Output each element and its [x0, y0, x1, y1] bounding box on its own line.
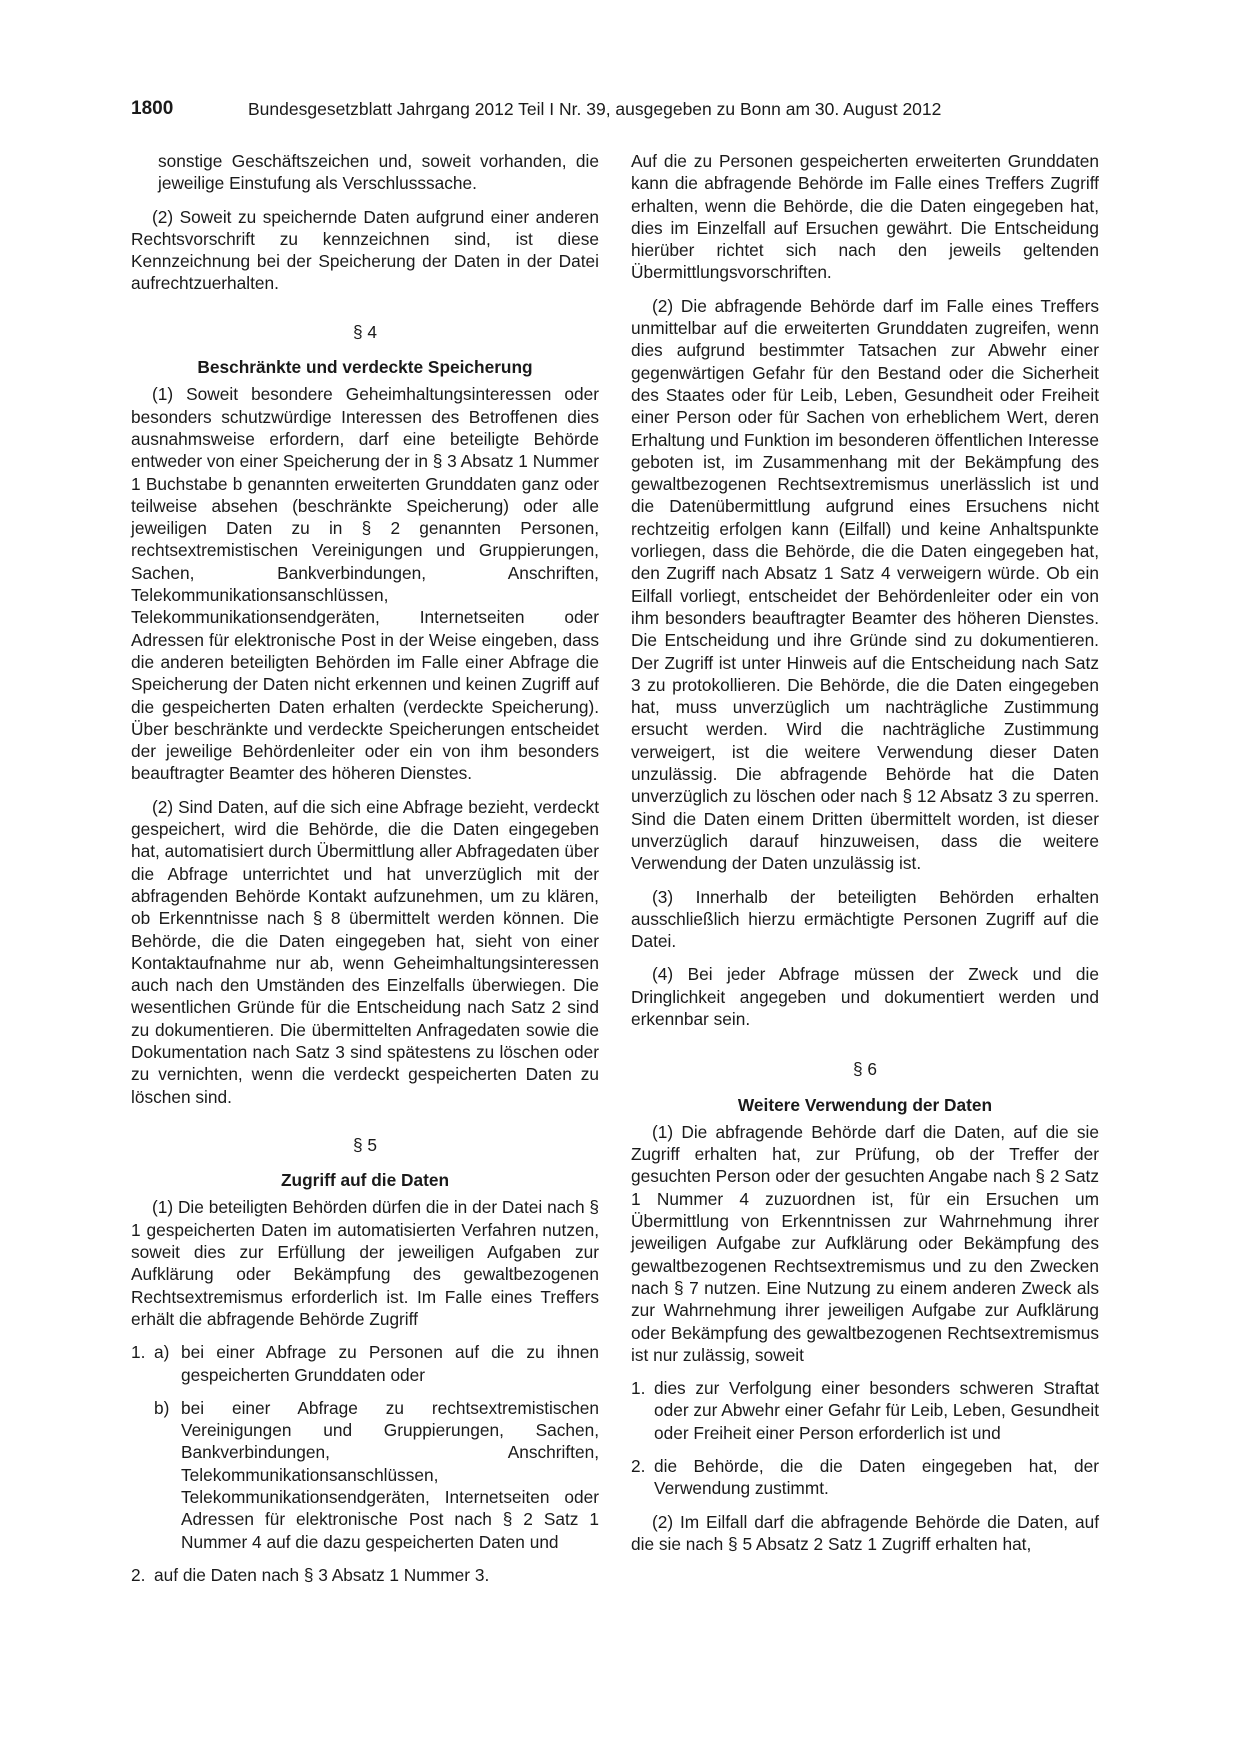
section-5-paragraph-2: (2) Die abfragende Behörde darf im Falle eines Treffers unmittelbar auf die erweiterten Grunddaten zugreifen, wenn dies aufgrund bestimmter Tatsachen zur Abwehr einer gegenwärtigen Gefahr für den Bestand oder die Sicherheit des Staates oder für Leib, Leben, Gesundheit oder Freiheit einer Person oder für Sachen von erheblichem Wert, deren Erhaltung und Funktion im besonderen öffentlichen Interesse geboten ist, im Zusammenhang mit der Bekämpfung des gewaltbezogenen Rechtsextremismus unerlässlich ist und die Datenübermittlung aufgrund eines Ersuchens nicht rechtzeitig erfolgen kann (Eilfall) und keine Anhaltspunkte vorliegen, dass die Behörde, die die Daten eingegeben hat, den Zugriff nach Absatz 1 Satz 4 verweigern würde. Ob ein Eilfall vorliegt, entscheidet der Behördenleiter oder ein von ihm besonders beauftragter Beamter des höheren Dienstes. Die Entscheidung und ihre Gründe sind zu dokumentieren. Der Zugriff ist unter Hinweis auf die Entscheidung nach Satz 3 zu protokollieren. Die Behörde, die die Daten eingegeben hat, muss unverzüglich um nachträgliche Zustimmung ersucht werden. Wird die nachträgliche Zustimmung verweigert, ist die weitere Verwendung dieser Daten unzulässig. Die abfragende Behörde hat die Daten unverzüglich zu löschen oder nach § 12 Absatz 3 zu sperren. Sind die Daten einem Dritten übermittelt worden, ist dieser unverzüglich darauf hinzuweisen, dass die weitere Verwendung der Daten unzulässig ist.	[631, 295, 1099, 874]
section-5-paragraph-3: (3) Innerhalb der beteiligten Behörden erhalten ausschließlich hierzu ermächtigte Personen Zugriff auf die Datei.	[631, 886, 1099, 952]
section-4-paragraph-1: (1) Soweit besondere Geheimhaltungsinteressen oder besonders schutzwürdige Interessen des Betroffenen dies ausnahmsweise erfordern, darf eine beteiligte Behörde entweder von einer Speicherung der in § 3 Absatz 1 Nummer 1 Buchstabe b genannten erweiterten Grunddaten ganz oder teilweise absehen (beschränkte Speicherung) oder alle jeweiligen Daten zu in § 2 genannten Personen, rechtsextremistischen Vereinigungen und Gruppierungen, Sachen, Bankverbindungen, Anschriften, Telekommunikationsanschlüssen, Telekommunikationsendgeräten, Internetseiten oder Adressen für elektronische Post in der Weise eingeben, dass die anderen beteiligten Behörden im Falle einer Abfrage die Speicherung der Daten nicht erkennen und keinen Zugriff auf die gespeicherten Daten erhalten (verdeckte Speicherung). Über beschränkte und verdeckte Speicherungen entscheidet der jeweilige Behördenleiter oder ein von ihm besonders beauftragter Beamter des höheren Dienstes.	[131, 384, 599, 784]
list-item-text: auf die Daten nach § 3 Absatz 1 Nummer 3.	[154, 1564, 490, 1585]
list-item-text: die Behörde, die die Daten eingegeben hat, der Verwendung zustimmt.	[654, 1456, 1099, 1499]
section-6-title: Weitere Verwendung der Daten	[737, 1094, 993, 1115]
list-submarker: a)	[154, 1342, 170, 1363]
section-6-paragraph-1: (1) Die abfragende Behörde darf die Daten, auf die sie Zugriff erhalten hat, zur Prüfung, ob der Treffer der gesuchten Person oder der gesuchten Angabe nach § 2 Satz 1 Nummer 4 zuzuordnen ist, für ein Ersuchen um Übermittlung von Erkenntnissen zur Wahrnehmung ihrer jeweiligen Aufgabe zur Aufklärung oder Bekämpfung des gewaltbezogenen Rechtsextremismus und zu den Zwecken nach § 7 nutzen. Eine Nutzung zu einem anderen Zweck als zur Wahrnehmung ihrer jeweiligen Aufgabe zur Aufklärung oder Bekämpfung des gewaltbezogenen Rechtsextremismus ist nur zulässig, soweit	[631, 1121, 1099, 1365]
list-item-2	[631, 1455, 1099, 1500]
list-marker: 1.	[631, 1378, 646, 1399]
list-item-1a	[131, 1341, 599, 1386]
section-5-paragraph-4: (4) Bei jeder Abfrage müssen der Zweck und die Dringlichkeit angegeben und dokumentiert werden und erkennbar sein.	[631, 964, 1099, 1029]
section-6-paragraph-2: (2) Im Eilfall darf die abfragende Behörde die Daten, auf die sie nach § 5 Absatz 2 Satz 1 Zugriff erhalten hat,	[631, 1511, 1099, 1554]
section-6-number: § 6	[852, 1059, 878, 1080]
section-5-continuation: Auf die zu Personen gespeicherten erweiterten Grunddaten kann die abfragende Behörde im Falle eines Treffers Zugriff erhalten, wenn die Behörde, die die Daten eingegeben hat, dies im Einzelfall auf Ersuchen gewährt. Die Entscheidung hierüber richtet sich nach den jeweils geltenden Übermittlungsvorschriften.	[631, 151, 1099, 283]
list-item-text: bei einer Abfrage zu Personen auf die zu ihnen gespeicherten Grunddaten oder	[181, 1342, 599, 1385]
section-3-paragraph-2: (2) Soweit zu speichernde Daten aufgrund einer anderen Rechtsvorschrift zu kennzeichnen sind, ist diese Kennzeichnung bei der Speicherung der Daten in der Datei aufrechtzuerhalten.	[131, 206, 599, 294]
carry-over-text: sonstige Geschäftszeichen und, soweit vorhanden, die jeweilige Einstufung als Verschlusssache.	[158, 151, 599, 194]
list-marker: 2.	[131, 1564, 146, 1585]
left-column	[131, 150, 599, 1597]
list-marker: 2.	[631, 1456, 646, 1477]
section-5-paragraph-1: (1) Die beteiligten Behörden dürfen die in der Datei nach § 1 gespeicherten Daten im automatisierten Verfahren nutzen, soweit dies zur Erfüllung der jeweiligen Aufgaben zur Aufklärung oder Bekämpfung des gewaltbezogenen Rechtsextremismus erforderlich ist. Im Falle eines Treffers erhält die abfragende Behörde Zugriff	[131, 1197, 599, 1329]
list-marker: 1.	[131, 1342, 146, 1363]
section-4-number: § 4	[352, 321, 378, 342]
section-5-number: § 5	[352, 1134, 378, 1155]
right-column	[631, 150, 1099, 1566]
list-item-2	[131, 1564, 599, 1586]
section-5-title: Zugriff auf die Daten	[280, 1170, 449, 1191]
list-item-text: dies zur Verfolgung einer besonders schweren Straftat oder zur Abwehr einer Gefahr für Leib, Leben, Gesundheit oder Freiheit einer Person erforderlich ist und	[654, 1378, 1099, 1443]
list-submarker: b)	[154, 1397, 170, 1418]
section-4-title: Beschränkte und verdeckte Speicherung	[197, 357, 533, 378]
list-item-1	[631, 1377, 1099, 1444]
section-4-paragraph-2: (2) Sind Daten, auf die sich eine Abfrage bezieht, verdeckt gespeichert, wird die Behörde, die die Daten eingegeben hat, automatisiert durch Übermittlung aller Abfragedaten über die Abfrage unterrichtet und hat unverzüglich mit der abfragenden Behörde Kontakt aufzunehmen, um zu klären, ob Erkenntnisse nach § 8 übermittelt werden können. Die Behörde, die die Daten eingegeben hat, sieht von einer Kontaktaufnahme nur ab, wenn Geheimhaltungsinteressen auch nach den Umständen des Einzelfalls überwiegen. Die wesentlichen Gründe für die Entscheidung nach Satz 2 sind zu dokumentieren. Die übermittelten Anfragedaten sowie die Dokumentation nach Satz 3 sind spätestens zu löschen oder zu vernichten, wenn die verdeckt gespeicherten Daten zu löschen sind.	[131, 796, 599, 1107]
page-header	[131, 98, 1111, 128]
list-item-text: bei einer Abfrage zu rechtsextremistischen Vereinigungen und Gruppierungen, Sachen, Bankverbindungen, Anschriften, Telekommunikationsanschlüssen, Telekommunikationsendgeräten, Internetseiten oder Adressen für elektronische Post nach § 2 Satz 1 Nummer 4 auf die dazu gespeicherten Daten und	[181, 1397, 599, 1552]
page-number: 1800	[131, 98, 174, 119]
running-head: Bundesgesetzblatt Jahrgang 2012 Teil I Nr. 39, ausgegeben zu Bonn am 30. August 2012	[248, 99, 942, 119]
list-item-1b	[131, 1397, 599, 1553]
